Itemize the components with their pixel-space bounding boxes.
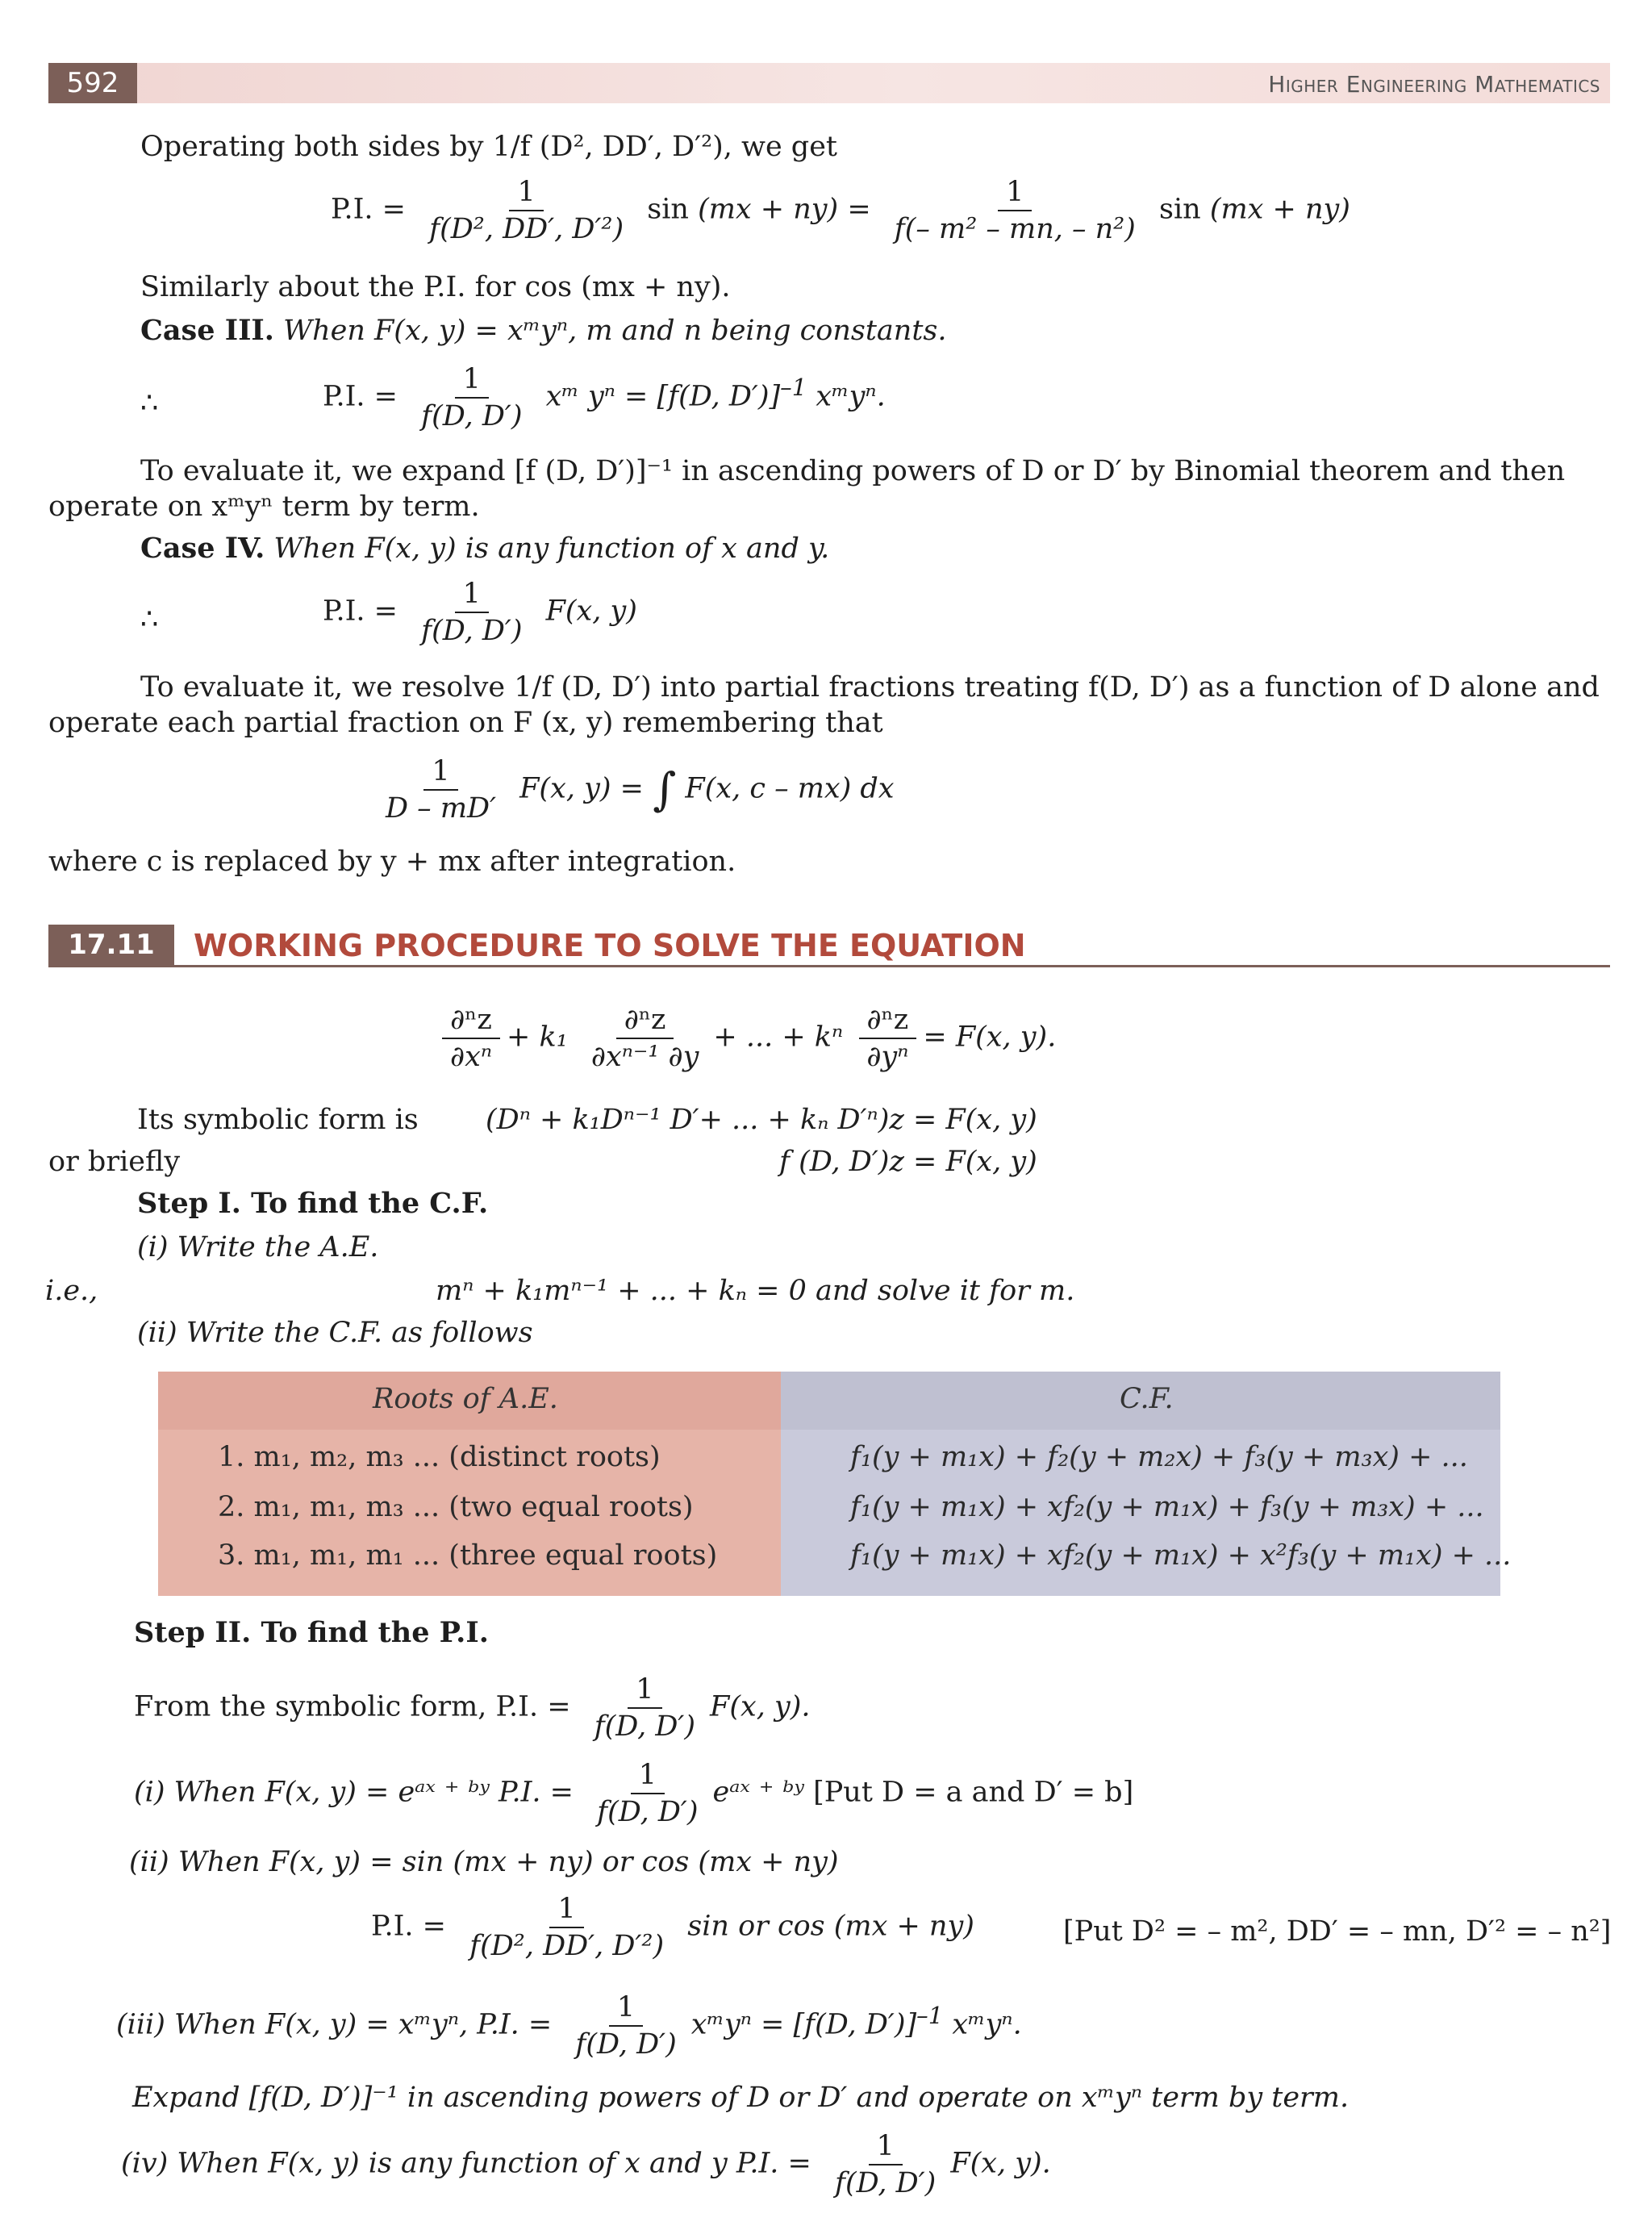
expand-line: Expand [f(D, D′)]⁻¹ in ascending powers of D or D′ and operate on xᵐyⁿ term by term. (132, 2082, 1350, 2114)
sin-or-cos-text: sin or cos (mx + ny) (687, 1910, 974, 1943)
pi-case4-equation: P.I. = $\frac{1}{f(D, D')}$ F(x, y) (323, 578, 637, 647)
pde-equation: $\frac{\text{∂ⁿz}}{\text{∂xⁿ}}$ + k₁ $\frac{\text{∂ⁿz}}{\text{∂xⁿ⁻¹ ∂y}}$ + ... + kⁿ $\frac{\text{∂ⁿz}}{\text{∂yⁿ}}$ = F(x, y). (436, 1004, 1056, 1073)
case4-line (140, 531, 829, 566)
case3-line (140, 313, 946, 349)
pi-trig-equation: P.I. = $\frac{1}{\text{f(D², DD′, D′²)}}$ sin or cos (mx + ny) (371, 1893, 974, 1962)
header-cf: C.F. (1120, 1383, 1174, 1415)
pi-power-equation: (iii) When F(x, y) = xᵐyⁿ, P.I. = $\frac{1}{f(D, D')}$ xᵐyⁿ = [f(D, D′)]$^{-1}$ xᵐyⁿ. (116, 1991, 1022, 2061)
therefore-symbol-1: ∴ (140, 387, 159, 420)
table-row-3-cf: f₁(y + m₁x) + xf₂(y + m₁x) + x²f₃(y + m₁x) + ... (850, 1539, 1512, 1572)
symbolic-equation: (Dⁿ + k₁Dⁿ⁻¹ D′+ ... + kₙ D′ⁿ)z = F(x, y) (486, 1104, 1037, 1136)
table-row-3-roots: 3. m₁, m₁, m₁ ... (three equal roots) (218, 1539, 718, 1572)
evaluate-line-1a: To evaluate it, we expand [f (D, D′)]⁻¹ in ascending powers of D or D′ by Binomial theorem and then (140, 455, 1566, 487)
pi-sin-equation: P.I. = $\frac{1}{\text{f(D², DD′, D′²)}}$ sin (mx + ny) = $\frac{1}{\text{f(– m² – mn, – n²)}}$ sin (mx + ny) (331, 176, 1350, 245)
briefly-equation: f (D, D′)z = F(x, y) (779, 1146, 1037, 1178)
symbolic-label: Its symbolic form is (137, 1104, 419, 1136)
evaluate-line-2a: To evaluate it, we resolve 1/f (D, D′) into partial fractions treating f(D, D′) as a function of D alone and (140, 671, 1600, 704)
when-iv-label: (iv) When F(x, y) is any function of x and y P.I. = (121, 2147, 811, 2180)
section-number: 17.11 (48, 925, 174, 965)
case3-label: Case III. (140, 314, 274, 347)
book-title: Higher Engineering Mathematics (1268, 71, 1600, 98)
table-row-2-cf: f₁(y + m₁x) + xf₂(y + m₁x) + f₃(y + m₃x) + ... (850, 1491, 1484, 1523)
table-row-2-roots: 2. m₁, m₁, m₃ ... (two equal roots) (218, 1491, 694, 1523)
therefore-symbol-2: ∴ (140, 603, 159, 636)
when-i-label: (i) When F(x, y) = eᵃˣ ⁺ ᵇʸ P.I. = (134, 1776, 574, 1809)
section-title: WORKING PROCEDURE TO SOLVE THE EQUATION (194, 928, 1026, 963)
case4-text: When F(x, y) is any function of x and y. (265, 532, 830, 565)
step1-write-ae: (i) Write the A.E. (137, 1231, 379, 1263)
pi-label: P.I. = (331, 193, 406, 226)
where-line: where c is replaced by y + mx after integration. (48, 846, 736, 878)
similarly-line: Similarly about the P.I. for cos (mx + ny). (140, 271, 731, 303)
header-roots: Roots of A.E. (373, 1383, 558, 1415)
when-ii-note: [Put D² = – m², DD′ = – mn, D′² = – n²] (1063, 1915, 1612, 1948)
section-heading (48, 925, 1610, 967)
evaluate-line-1b: operate on xᵐyⁿ term by term. (48, 491, 480, 523)
when-i-note: [Put D = a and D′ = b] (813, 1776, 1134, 1809)
ie-label: i.e., (45, 1275, 98, 1307)
step1-heading: Step I. To find the C.F. (137, 1187, 489, 1220)
when-iii-label: (iii) When F(x, y) = xᵐyⁿ, P.I. = (116, 2008, 553, 2041)
pi-case3-equation: P.I. = $\frac{1}{f(D, D')}$ xᵐ yⁿ = [f(D, D′)]$^{-1}$ xᵐyⁿ. (323, 363, 886, 432)
ae-equation: mⁿ + k₁mⁿ⁻¹ + ... + kₙ = 0 and solve it for m. (436, 1275, 1075, 1307)
integral-equation: $\frac{1}{D - mD'}$ F(x, y) = ∫ F(x, c – mx) dx (386, 755, 895, 825)
pi-general-equation: (iv) When F(x, y) is any function of x and y P.I. = $\frac{1}{f(D, D')}$ F(x, y). (121, 2130, 1051, 2199)
step2-heading: Step II. To find the P.I. (134, 1616, 489, 1649)
step1-write-cf: (ii) Write the C.F. as follows (137, 1317, 533, 1349)
case3-text: When F(x, y) = xᵐyⁿ, m and n being constants. (274, 315, 947, 347)
briefly-label: or briefly (48, 1146, 181, 1178)
evaluate-line-2b: operate each partial fraction on F (x, y) remembering that (48, 707, 883, 739)
pi-exponential-equation: (i) When F(x, y) = eᵃˣ ⁺ ᵇʸ P.I. = $\frac{1}{f(D, D')}$ eᵃˣ ⁺ ᵇʸ [Put D = a and D′ = b] (134, 1759, 1134, 1828)
page-number: 592 (48, 63, 137, 103)
table-row-1-roots: 1. m₁, m₂, m₃ ... (distinct roots) (218, 1441, 661, 1473)
cf-table (158, 1372, 1512, 1596)
table-row-1-cf: f₁(y + m₁x) + f₂(y + m₂x) + f₃(y + m₃x) + ... (850, 1441, 1468, 1473)
when-ii-line: (ii) When F(x, y) = sin (mx + ny) or cos (mx + ny) (129, 1846, 839, 1878)
case4-label: Case IV. (140, 532, 265, 565)
pi-symbolic-equation: From the symbolic form, P.I. = $\frac{1}{f(D, D')}$ F(x, y). (134, 1673, 811, 1743)
from-symbolic-label: From the symbolic form, P.I. = (134, 1690, 571, 1723)
operating-line: Operating both sides by 1/f (D², DD′, D′²), we get (140, 131, 837, 163)
